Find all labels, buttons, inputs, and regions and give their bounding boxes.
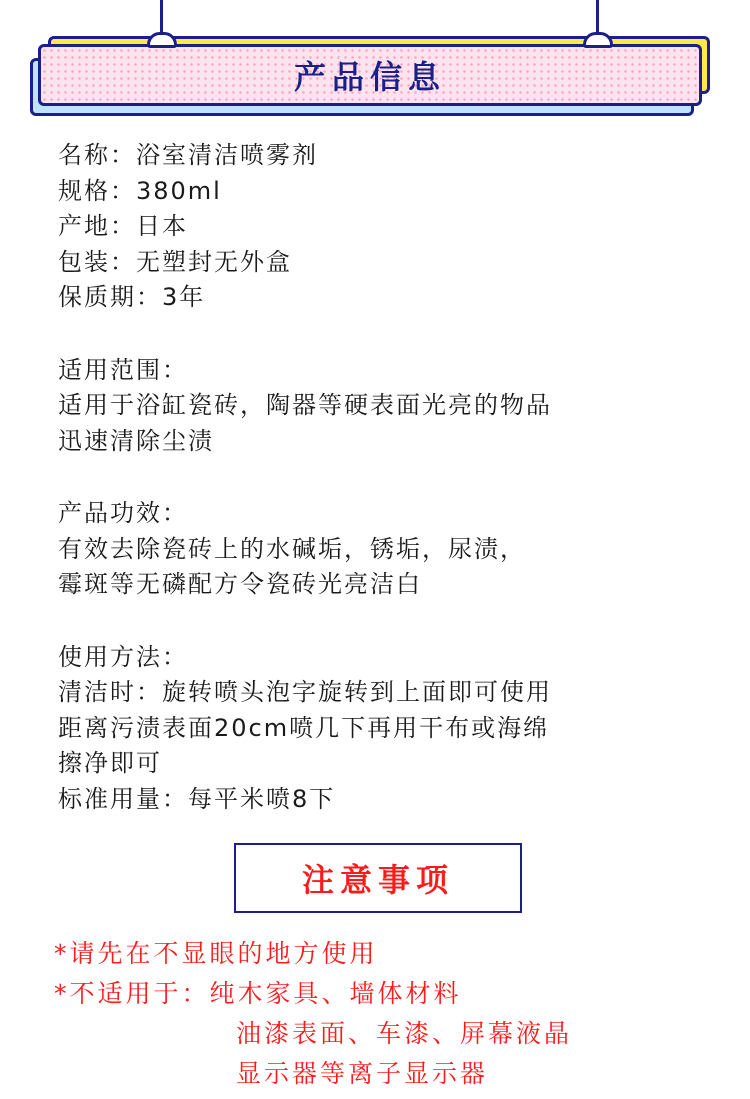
section-gap <box>58 603 738 640</box>
scope-line-1: 适用于浴缸瓷砖，陶器等硬表面光亮的物品 <box>58 391 552 419</box>
product-info-section <box>58 138 738 817</box>
info-name: 名称：浴室清洁喷雾剂 <box>58 141 318 169</box>
usage-line-3: 擦净即可 <box>58 749 162 777</box>
info-shelf-life: 保质期：3年 <box>58 283 206 311</box>
hanger-string-left <box>160 0 163 34</box>
page-title: 产品信息 <box>293 58 446 96</box>
hanger-string-right <box>596 0 599 34</box>
header-banner <box>38 44 702 106</box>
notice-line-1: *请先在不显眼的地方使用 <box>54 939 378 968</box>
notice-line-2: *不适用于：纯木家具、墙体材料 <box>54 979 462 1008</box>
hanger-hook-right <box>583 32 613 48</box>
usage-line-2: 距离污渍表面20cm喷几下再用干布或海绵 <box>58 713 550 742</box>
effect-line-2: 霉斑等无磷配方令瓷砖光亮洁白 <box>58 570 422 598</box>
notice-title: 注意事项 <box>301 861 454 899</box>
notice-title-box <box>234 843 522 913</box>
effect-line-1: 有效去除瓷砖上的水碱垢，锈垢，尿渍， <box>58 534 526 563</box>
usage-line-4: 标准用量：每平米喷8下 <box>58 784 336 813</box>
usage-line-1: 清洁时：旋转喷头泡字旋转到上面即可使用 <box>58 678 552 706</box>
info-package: 包装：无塑封无外盒 <box>58 247 292 276</box>
scope-line-2: 迅速清除尘渍 <box>58 426 214 455</box>
usage-heading: 使用方法： <box>58 642 188 671</box>
hanger-hook-left <box>147 32 177 48</box>
effect-heading: 产品功效： <box>58 499 188 527</box>
notice-line-3: 油漆表面、车漆、屏幕液晶 <box>236 1019 573 1048</box>
section-gap <box>58 316 738 353</box>
info-spec: 规格：380ml <box>58 176 222 205</box>
notice-line-4: 显示器等离子显示器 <box>236 1059 489 1088</box>
scope-heading: 适用范围： <box>58 355 188 384</box>
section-gap <box>58 459 738 496</box>
info-origin: 产地：日本 <box>58 212 188 240</box>
